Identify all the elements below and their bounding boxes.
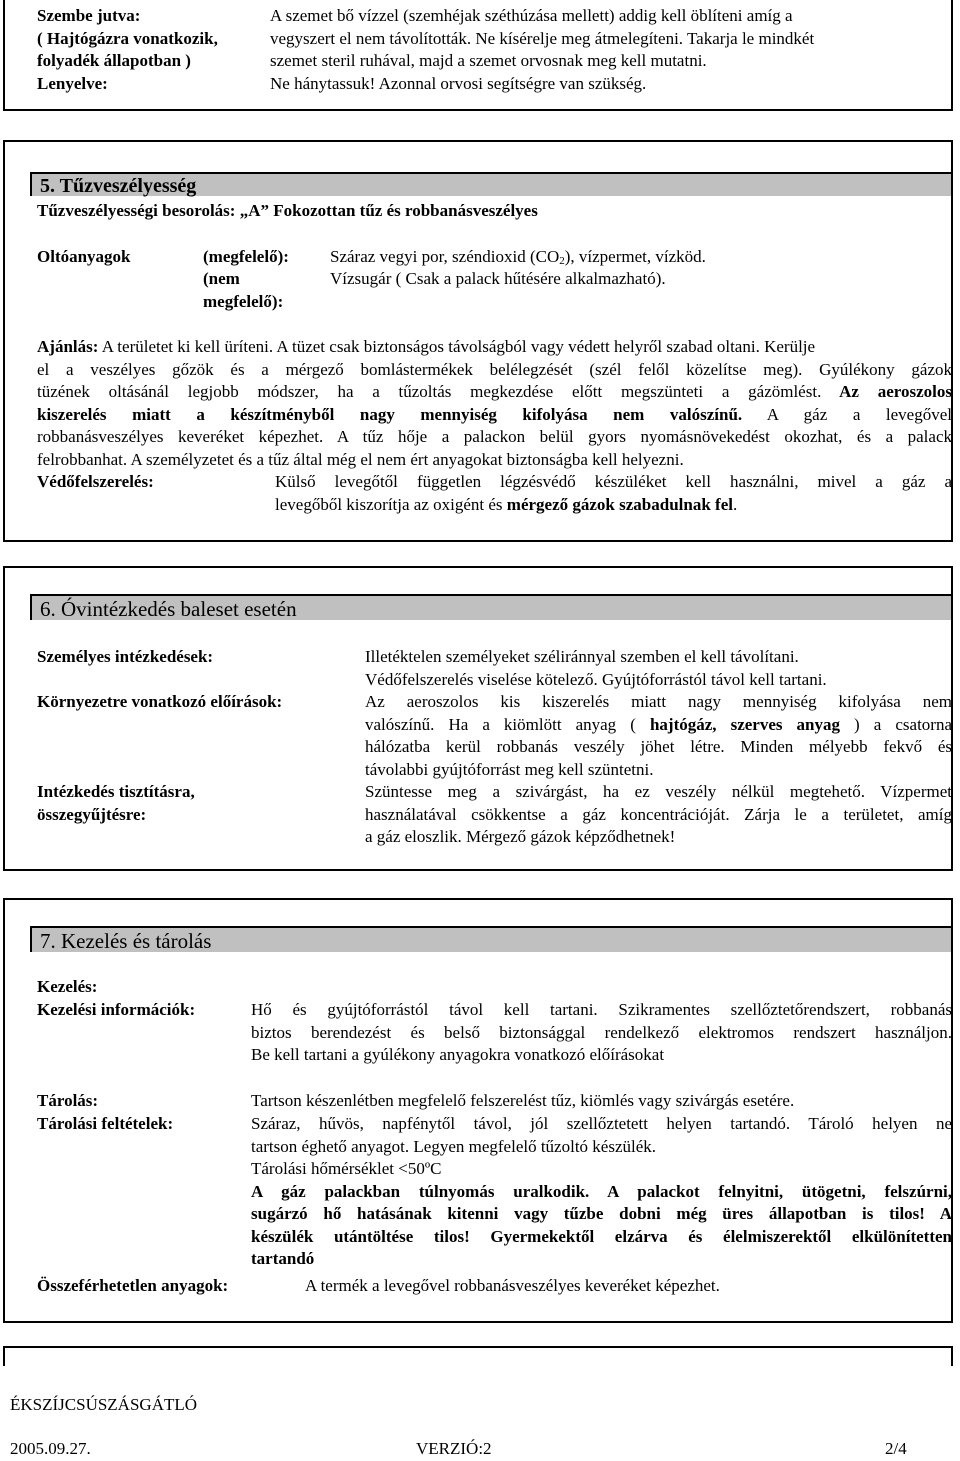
section-7-box [3, 898, 953, 1323]
storage-line-0: Tartson készenlétben megfelelő felszerelést tűz, kiömlés vagy szivárgás esetére. [251, 1091, 795, 1110]
section-5-box [3, 140, 953, 542]
footer-page-number: 2/4 [885, 1439, 907, 1458]
rec-text-1: A területet ki kell üríteni. A tüzet csak biztonságos távolságból vagy védett helyről szabad oltani. Kerülje [98, 337, 816, 356]
section-7-header [30, 926, 951, 952]
ppe-text [275, 471, 952, 516]
env-line-3: hálózatba kerül robbanás veszély jöhet létre. Minden mélyebb fekvő és [365, 737, 952, 756]
env-line-4: távolabbi gyújtóforrást meg kell szüntetni. [365, 759, 654, 779]
env-text-2a: valószínű. Ha a kiömlött anyag ( [365, 714, 650, 734]
eye-label-line: Szembe jutva: [37, 6, 141, 25]
rec-text-4: A gáz a levegővel [742, 404, 952, 424]
storage-warning-line: sugárzó hő hatásának kitenni vagy tűzbe dobni még üres állapotban is tilos! A [251, 1204, 952, 1223]
rec-text-3: tüzének oltásánál legjobb módszer, ha a tűzoltás megkezdése előtt megszünteti a gázömlést. [37, 382, 822, 401]
rec-bold-3: Az aeroszolos [821, 382, 953, 401]
next-section-box [3, 1346, 953, 1366]
handling-text [251, 999, 952, 1067]
ingestion-label: Lenyelve: [37, 73, 108, 93]
ppe-bold-2: mérgező gázok szabadulnak fel [506, 494, 733, 514]
rec-line-4 [37, 404, 952, 427]
unsuitable-label [203, 268, 283, 313]
cleanup-text [365, 781, 952, 849]
eye-text-line: A szemet bő vízzel (szemhéjak széthúzása mellett) addig kell öblíteni amíg a [270, 6, 793, 25]
eye-text-line: vegyszert el nem távolították. Ne kísérelje meg átmelegíteni. Takarja le mindkét [270, 28, 815, 48]
footer-date: 2005.09.27. [10, 1439, 91, 1458]
cleanup-line: a gáz eloszlik. Mérgező gázok képződhetnek! [365, 827, 676, 846]
personal-text [365, 646, 827, 691]
suitable-text-a: Száraz vegyi por, széndioxid (CO [330, 247, 560, 266]
section-6-title: 6. Óvintézkedés baleset esetén [40, 597, 297, 621]
eye-label-line: folyadék állapotban ) [37, 51, 191, 70]
storage-warning-line: A gáz palackban túlnyomás uralkodik. A palackot felnyitni, ütögetni, felszúrni, [251, 1181, 952, 1201]
env-line-2 [365, 714, 952, 737]
footer-version: VERZIÓ:2 [416, 1439, 492, 1458]
handling-line: Be kell tartani a gyúlékony anyagokra vonatkozó előírásokat [251, 1045, 665, 1064]
ppe-line-2 [275, 494, 952, 517]
storage-line: Tárolási hőmérséklet <50ºC [251, 1159, 442, 1178]
ingestion-text: Ne hánytassuk! Azonnal orvosi segítségre van szükség. [270, 73, 647, 93]
section-7-title: 7. Kezelés és tárolás [40, 929, 212, 953]
fire-classification: Tűzveszélyességi besorolás: „A” Fokozottan tűz és robbanásveszélyes [37, 201, 538, 220]
eye-text-line: szemet steril ruhával, majd a szemet orvosnak meg kell mutatni. [270, 51, 707, 70]
env-bold-2: hajtógáz, szerves anyag [649, 714, 840, 734]
first-aid-box [3, 0, 953, 111]
personal-line: Védőfelszerelés viselése kötelező. Gyújtóforrástól távol kell tartani. [365, 669, 827, 689]
co2-subscript: 2 [559, 255, 565, 267]
cleanup-label-1: Intézkedés tisztításra, [37, 782, 195, 801]
rec-line-6: felrobbanhat. A személyzetet és a tűz által még el nem ért anyagokat biztonságba kell helyezni. [37, 449, 684, 469]
cleanup-label [37, 781, 195, 826]
eye-label-line: ( Hajtógázra vonatkozik, [37, 28, 218, 48]
env-text-2b: ) a csatorna [840, 714, 952, 734]
rec-line-3 [37, 381, 952, 404]
unsuitable-text: Vízsugár ( Csak a palack hűtésére alkalmazható). [330, 269, 666, 288]
rec-line-5: robbanásveszélyes keveréket képezhet. A tűz hője a palackon belül gyors nyomásnövekedést okozhat, és a palack [37, 427, 952, 446]
suitable-text-b: ), vízpermet, vízköd. [564, 247, 706, 266]
handling-line: Hő és gyújtóforrástól távol kell tartani. Szikramentes szellőztetőrendszert, robbanás [251, 1000, 952, 1019]
storage-text [251, 1113, 952, 1271]
recommendation-block [37, 336, 952, 471]
cleanup-line: használatával csökkentse a gáz koncentrációját. Zárja le a területet, amíg [365, 804, 952, 824]
unsuitable-label-2: megfelelő): [203, 291, 284, 311]
rec-bold-4: kiszerelés miatt a készítményből nagy mennyiség kifolyása nem valószínű. [37, 404, 743, 424]
personal-label: Személyes intézkedések: [37, 647, 214, 666]
handling-label: Kezelés: [37, 977, 98, 996]
cleanup-line: Szüntesse meg a szivárgást, ha ez veszély nélkül megtehető. Vízpermet [365, 782, 952, 801]
storage-line: tartson éghető anyagot. Legyen megfelelő tűzoltó készülék. [251, 1136, 657, 1156]
incompatible-label: Összeférhetetlen anyagok: [37, 1276, 229, 1295]
ppe-text-2a: levegőből kiszorítja az oxigént és [275, 494, 507, 514]
section-6-header [30, 594, 951, 620]
env-text [365, 691, 952, 781]
handling-line: biztos berendezést és belső biztonsággal rendelkező elektromos rendszert használjon. [251, 1022, 952, 1042]
storage-warning-line: tartandó [251, 1249, 315, 1268]
ppe-line-1: Külső levegőtől független légzésvédő készüléket kell használni, mivel a gáz a [275, 472, 952, 491]
ppe-text-2b: . [732, 494, 738, 514]
footer-company: ÉKSZÍJCSÚSZÁSGÁTLÓ [10, 1395, 198, 1414]
storage-cond-label: Tárolási feltételek: [37, 1114, 174, 1133]
ppe-label: Védőfelszerelés: [37, 472, 154, 491]
eye-labels [37, 5, 267, 95]
unsuitable-label-1: (nem [203, 269, 240, 288]
incompatible-text: A termék a levegővel robbanásveszélyes keveréket képezhet. [305, 1276, 720, 1295]
extinguishers-label: Oltóanyagok [37, 247, 131, 266]
section-5-header [30, 172, 951, 196]
env-line-1: Az aeroszolos kis kiszerelés miatt nagy mennyiség kifolyása nem [365, 692, 952, 711]
suitable-label: (megfelelő): [203, 247, 289, 266]
rec-line-2: el a veszélyes gőzök és a mérgező bomlástermékek belélegzését (szél felől közelítse meg). Gyúlékony gázok [37, 359, 952, 379]
storage-label: Tárolás: [37, 1091, 99, 1110]
cleanup-label-2: összegyűjtésre: [37, 804, 147, 824]
handling-info-label: Kezelési információk: [37, 1000, 196, 1019]
personal-line: Illetéktelen személyeket széliránnyal szemben el kell távolítani. [365, 647, 799, 666]
section-5-title: 5. Tűzveszélyesség [40, 175, 197, 197]
recommendation-label: Ajánlás: [37, 337, 99, 356]
rec-line-1 [37, 336, 952, 359]
env-label: Környezetre vonatkozó előírások: [37, 692, 283, 711]
eye-text [270, 5, 950, 95]
storage-line: Száraz, hűvös, napfénytől távol, jól szellőztetett helyen tartandó. Tároló helyen ne [251, 1114, 952, 1133]
section-6-box [3, 566, 953, 871]
storage-warning-line: készülék utántöltése tilos! Gyermekektől elzárva és élelmiszerektől elkülönítetten [251, 1226, 952, 1246]
